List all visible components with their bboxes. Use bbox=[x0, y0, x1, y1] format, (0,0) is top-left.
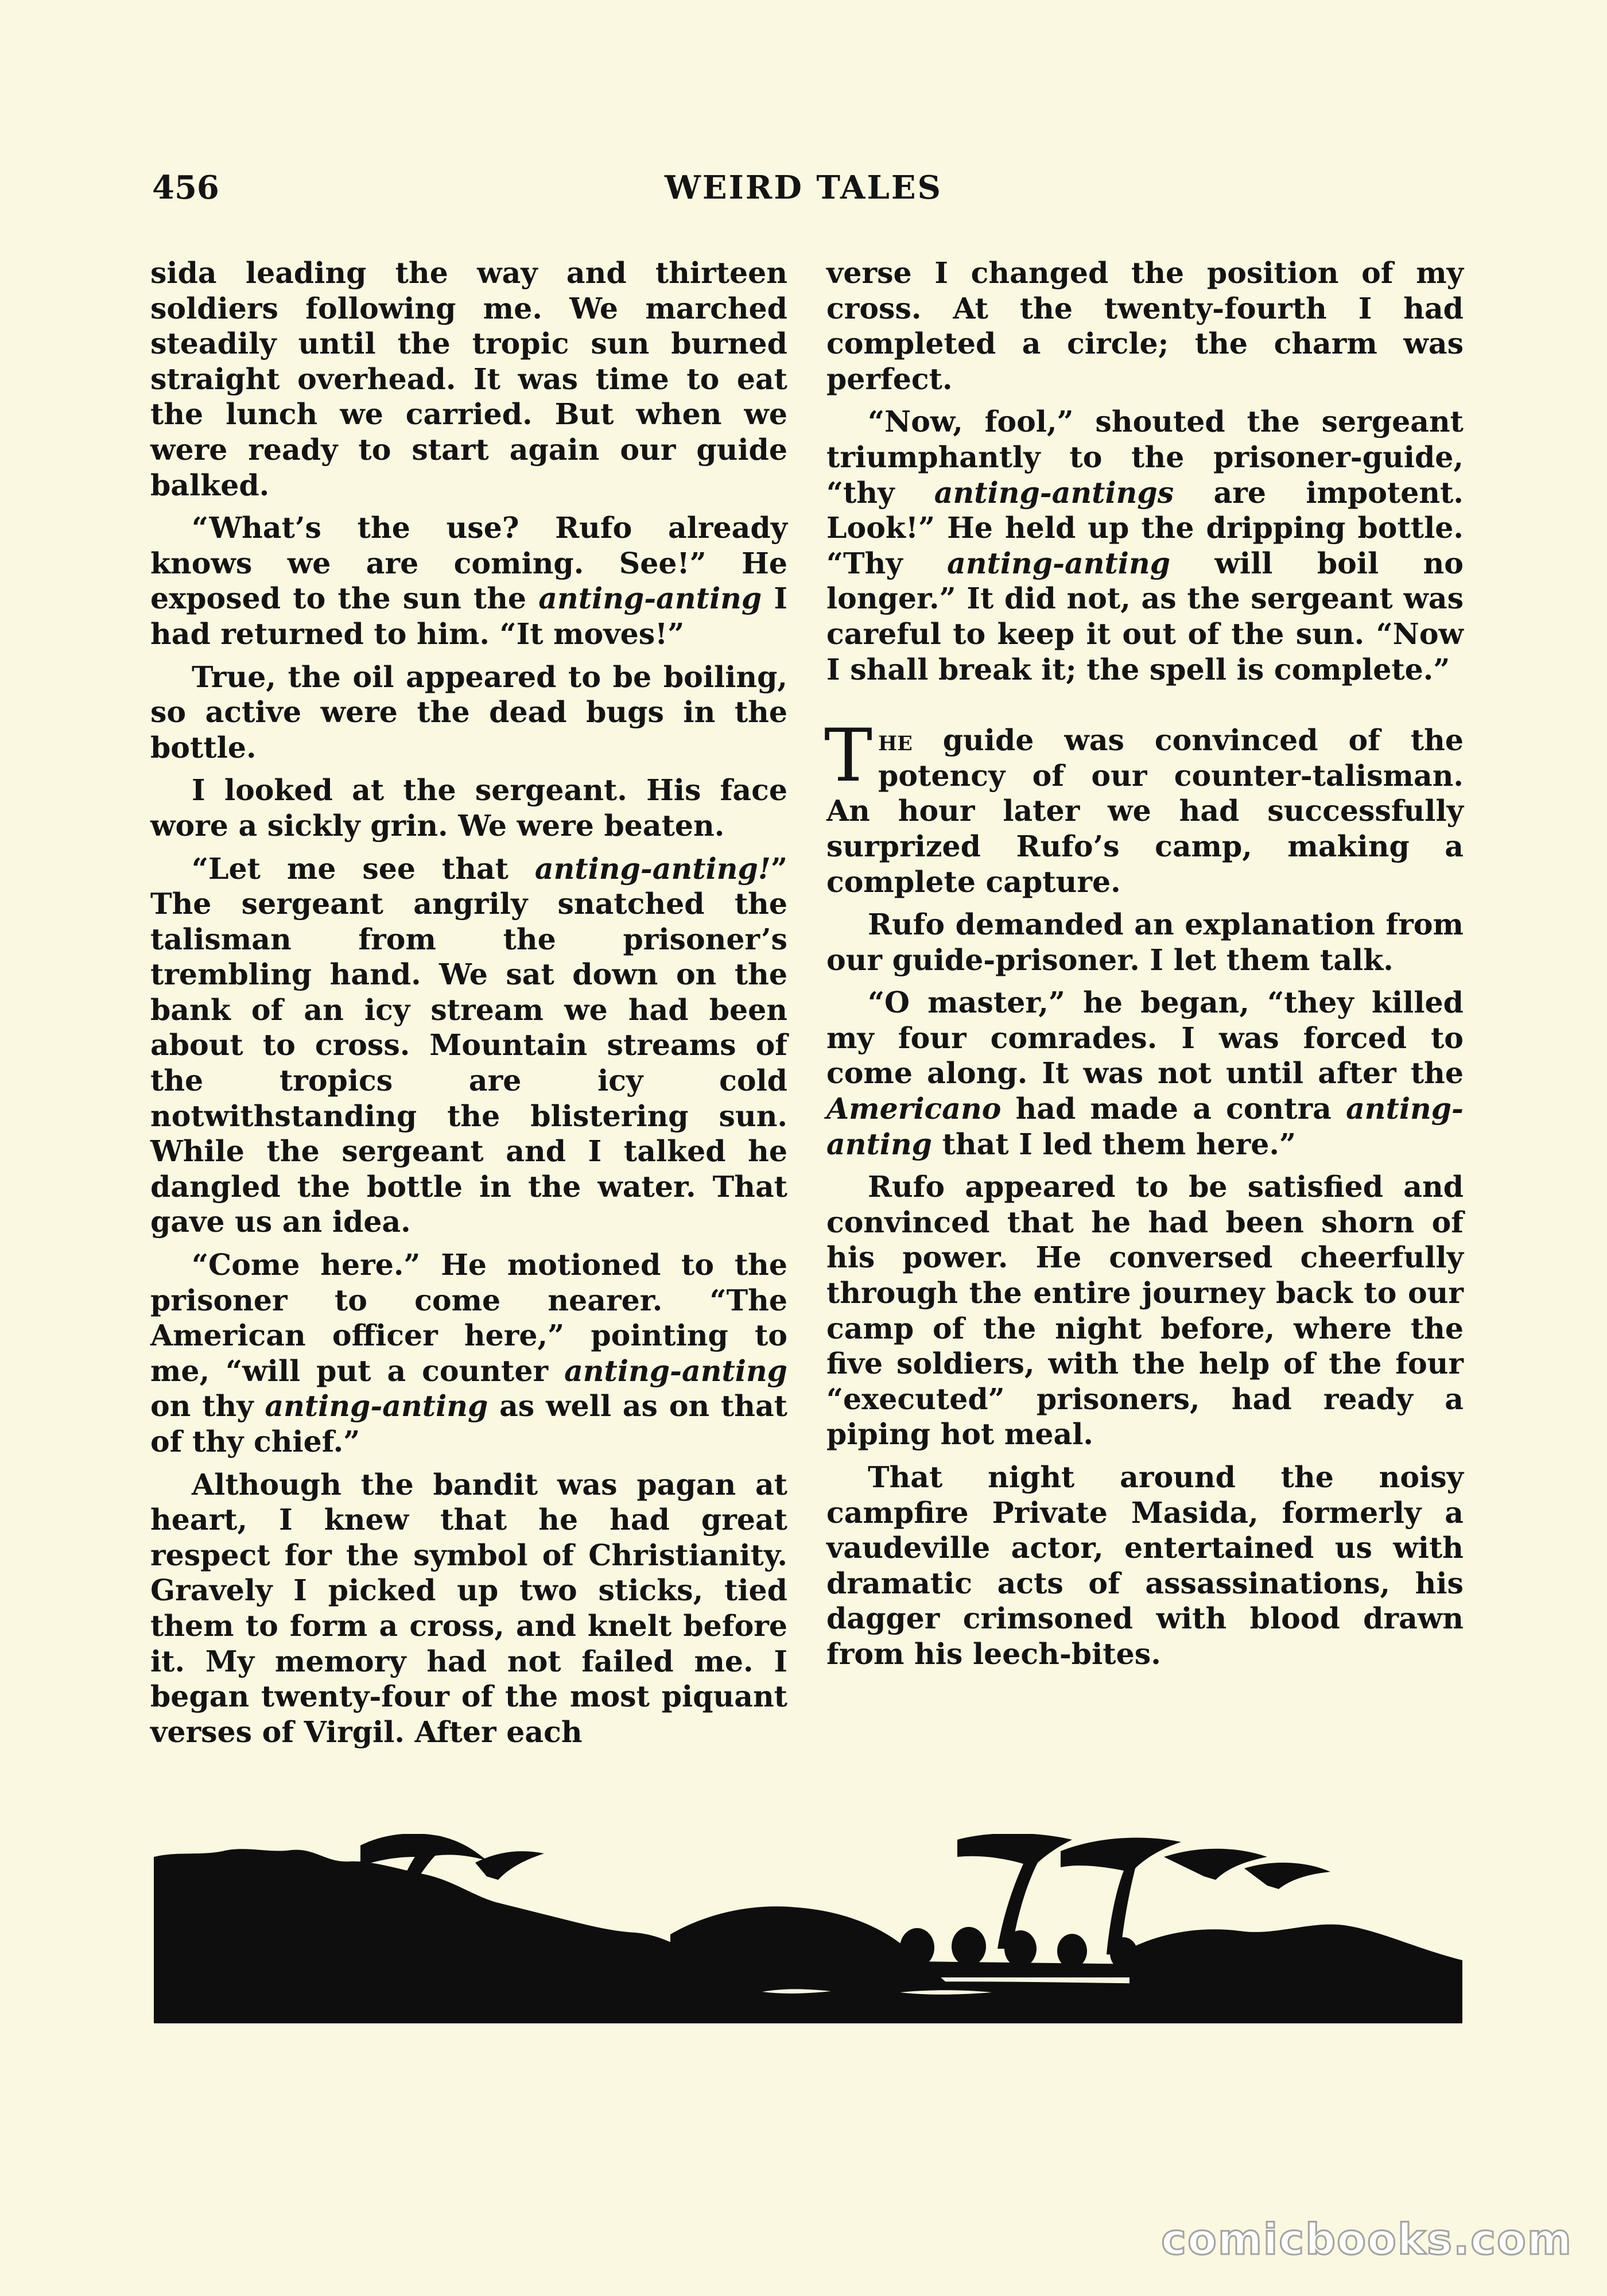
paragraph: Rufo appeared to be satisfied and convinced that he had been shorn of his power. He conversed cheerfully through the entire journey back to our camp of the night before, where the five soldiers, with the help of the four “executed” prisoners, had ready a piping hot meal. bbox=[826, 1170, 1464, 1452]
page-number: 456 bbox=[152, 169, 219, 207]
drop-cap: T bbox=[824, 713, 873, 798]
paragraph: “O master,” he began, “they killed my four comrades. I was forced to come along. It was not until after the Americano had made a contra anting-anting that I led them here.” bbox=[826, 986, 1464, 1161]
paragraph: verse I changed the position of my cross. At the twenty-fourth I had completed a circle; the charm was perfect. bbox=[826, 256, 1464, 396]
paragraph: sida leading the way and thirteen soldiers following me. We marched steadily until the tropic sun burned straight overhead. It was time to eat the lunch we carried. But when we were ready to start again our guide balked. bbox=[150, 256, 787, 502]
paragraph: “What’s the use? Rufo already knows we are coming. See!” He exposed to the sun the anting-anting I had returned to him. “It moves!” bbox=[150, 511, 787, 651]
watermark: comicbooks.com bbox=[1161, 2215, 1573, 2264]
paragraph: I looked at the sergeant. His face wore a sickly grin. We were beaten. bbox=[150, 773, 787, 843]
paragraph: True, the oil appeared to be boiling, so active were the dead bugs in the bottle. bbox=[150, 660, 787, 765]
jungle-silhouette-illustration bbox=[154, 1834, 1462, 2023]
paragraph: Although the bandit was pagan at heart, I knew that he had great respect for the symbol of Christianity. Gravely I picked up two sticks, tied them to form a cross, and knelt before it. My memory had not failed me. I began twenty-four of the most piquant verses of Virgil. After each bbox=[150, 1467, 787, 1749]
section-opening-paragraph: The guide was convinced of the potency of our counter-talisman. An hour later we had successfully surprized Rufo’s camp, making a complete capture. bbox=[824, 713, 1464, 899]
running-title: WEIRD TALES bbox=[665, 169, 942, 207]
left-column bbox=[150, 255, 787, 1757]
paragraph: “Now, fool,” shouted the sergeant triumphantly to the prisoner-guide, “thy anting-antings are impotent. Look!” He held up the dripping bottle. “Thy anting-anting will boil no longer.” It did not, as the sergeant was careful to keep it out of the sun. “Now I shall break it; the spell is complete.” bbox=[826, 405, 1464, 687]
page-header bbox=[152, 168, 1455, 208]
paragraph: That night around the noisy campfire Private Masida, formerly a vaudeville actor, entertained us with dramatic acts of assassinations, his dagger crimsoned with blood drawn from his leech-bites. bbox=[826, 1460, 1464, 1671]
paragraph: “Let me see that anting-anting!” The sergeant angrily snatched the talisman from the prisoner’s trembling hand. We sat down on the bank of an icy stream we had been about to cross. Mountain streams of the tropics are icy cold notwithstanding the blistering sun. While the sergeant and I talked he dangled the bottle in the water. That gave us an idea. bbox=[150, 851, 787, 1239]
paragraph: “Come here.” He motioned to the prisoner to come nearer. “The American officer here,” pointing to me, “will put a counter anting-anting on thy anting-anting as well as on that of thy chief.” bbox=[150, 1248, 788, 1459]
right-column bbox=[826, 255, 1464, 1680]
paragraph: Rufo demanded an explanation from our guide-prisoner. I let them talk. bbox=[826, 907, 1464, 977]
